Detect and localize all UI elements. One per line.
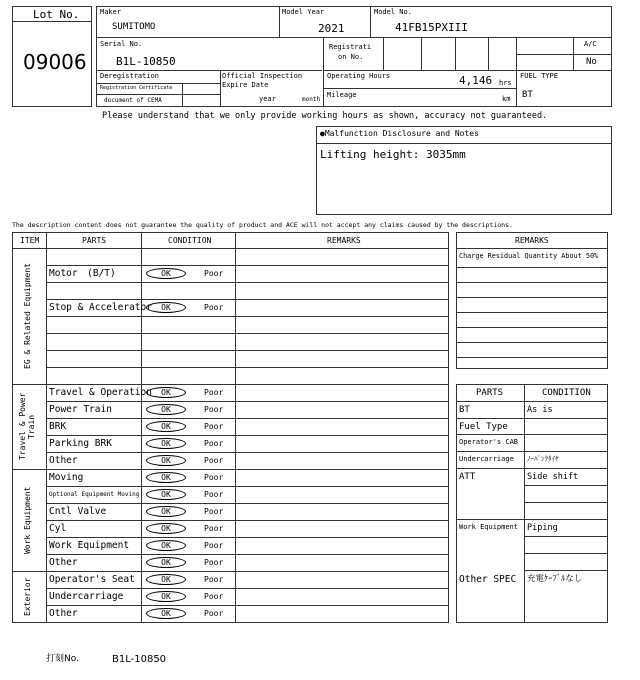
malfunction-box bbox=[316, 126, 612, 215]
operating-hours-value: 4,146 bbox=[459, 74, 493, 87]
stamp-label: 打刻No. bbox=[46, 654, 79, 664]
model-year-value: 2021 bbox=[318, 22, 345, 35]
group-label: EG & Related Equipment bbox=[23, 263, 32, 369]
maker-value: SUMITOMO bbox=[112, 22, 156, 32]
poor-label: Poor bbox=[204, 303, 224, 312]
ok-mark: OK bbox=[146, 523, 186, 534]
part-label: Operator's Seat bbox=[49, 574, 135, 585]
header-parts: PARTS bbox=[82, 236, 107, 245]
serial-label: Serial No. bbox=[100, 40, 143, 48]
ok-mark: OK bbox=[146, 455, 186, 466]
part-label: Other bbox=[49, 608, 78, 619]
spec-part: Fuel Type bbox=[459, 422, 508, 432]
ok-mark: OK bbox=[146, 574, 186, 585]
ok-mark: OK bbox=[146, 438, 186, 449]
poor-label: Poor bbox=[204, 575, 224, 584]
ac-value: No bbox=[586, 57, 597, 67]
poor-label: Poor bbox=[204, 507, 224, 516]
part-label: Other bbox=[49, 557, 78, 568]
serial-value: B1L-10850 bbox=[116, 55, 176, 68]
model-no-value: 41FB15PXIII bbox=[395, 21, 468, 34]
notice-text: Please understand that we only provide working hours as shown, accuracy not guaranteed. bbox=[102, 111, 548, 121]
poor-label: Poor bbox=[204, 388, 224, 397]
fuel-type-label: FUEL TYPE bbox=[520, 72, 558, 80]
spec-part: ATT bbox=[459, 472, 476, 482]
spec-part: Operator's CAB bbox=[459, 438, 519, 446]
spec-part: Other SPEC bbox=[459, 574, 517, 585]
part-label: Motor (B/T) bbox=[49, 268, 116, 279]
hrs-unit: hrs bbox=[499, 79, 512, 87]
spec-condition: Side shift bbox=[527, 472, 579, 482]
poor-label: Poor bbox=[204, 473, 224, 482]
spec-part: Work Equipment bbox=[459, 523, 519, 531]
poor-label: Poor bbox=[204, 490, 224, 499]
poor-label: Poor bbox=[204, 524, 224, 533]
poor-label: Poor bbox=[204, 609, 224, 618]
ok-mark: OK bbox=[146, 540, 186, 551]
cema-label: document of CEMA bbox=[104, 97, 162, 104]
ok-mark: OK bbox=[146, 489, 186, 500]
km-unit: km bbox=[502, 95, 511, 103]
official-inspection-label-1: Official Inspection bbox=[222, 72, 303, 80]
poor-label: Poor bbox=[204, 592, 224, 601]
official-inspection-label-2: Expire Date bbox=[222, 81, 269, 89]
poor-label: Poor bbox=[204, 269, 224, 278]
model-no-label: Model No. bbox=[374, 8, 412, 16]
registration-label-2: on No. bbox=[338, 53, 364, 61]
registration-certificate-label: Registration Certificate bbox=[100, 85, 173, 91]
registration-label-1: Registrati bbox=[329, 43, 372, 51]
fuel-type-value: BT bbox=[522, 90, 533, 100]
part-label: Parking BRK bbox=[49, 438, 112, 449]
poor-label: Poor bbox=[204, 558, 224, 567]
ac-label: A/C bbox=[584, 40, 597, 48]
poor-label: Poor bbox=[204, 439, 224, 448]
part-label: Power Train bbox=[49, 404, 112, 415]
part-label: Cntl Valve bbox=[49, 506, 107, 517]
spec-condition: As is bbox=[527, 405, 553, 415]
part-label: Optional Equipment Moving bbox=[49, 491, 140, 498]
header-condition: CONDITION bbox=[168, 236, 212, 245]
part-label: Other bbox=[49, 455, 78, 466]
part-label: Moving bbox=[49, 472, 84, 483]
ok-mark: OK bbox=[146, 557, 186, 568]
spec-part: Undercarriage bbox=[459, 455, 514, 463]
mileage-label: Mileage bbox=[327, 91, 357, 99]
operating-hours-label: Operating Hours bbox=[327, 72, 391, 80]
group-label: Exterior bbox=[23, 577, 32, 616]
remark-text: Charge Residual Quantity About 50% bbox=[459, 252, 599, 260]
malfunction-title: ●Malfunction Disclosure and Notes bbox=[320, 129, 479, 138]
malfunction-text: Lifting height: 3035mm bbox=[320, 148, 466, 161]
part-label: Work Equipment bbox=[49, 540, 130, 551]
right-parts-header: PARTS bbox=[476, 388, 504, 398]
spec-condition: 充電ｹｰﾌﾞﾙなし bbox=[527, 574, 583, 584]
part-label: Travel & Operation bbox=[49, 387, 152, 398]
disclaimer-text: The description content does not guarantee the quality of product and ACE will not accept any claims caused by the descriptions. bbox=[12, 221, 513, 229]
ok-mark: OK bbox=[146, 608, 186, 619]
ok-mark: OK bbox=[146, 421, 186, 432]
right-condition-header: CONDITION bbox=[542, 388, 591, 398]
part-label: Stop & Accelerator bbox=[49, 302, 152, 313]
ok-mark: OK bbox=[146, 506, 186, 517]
part-label: Cyl bbox=[49, 523, 67, 534]
poor-label: Poor bbox=[204, 405, 224, 414]
group-label: Work Equipment bbox=[23, 486, 32, 554]
stamp-value: B1L-10850 bbox=[112, 654, 167, 665]
deregistration-label: Deregistration bbox=[100, 72, 160, 80]
part-label: BRK bbox=[49, 421, 67, 432]
maker-label: Maker bbox=[100, 8, 122, 16]
header-remarks: REMARKS bbox=[327, 236, 361, 245]
spec-part: BT bbox=[459, 405, 470, 415]
ok-mark: OK bbox=[146, 268, 186, 279]
year-label: year bbox=[259, 95, 276, 103]
lot-number: 09006 bbox=[23, 50, 87, 74]
poor-label: Poor bbox=[204, 456, 224, 465]
poor-label: Poor bbox=[204, 541, 224, 550]
part-label: Undercarriage bbox=[49, 591, 124, 602]
ok-mark: OK bbox=[146, 591, 186, 602]
ok-mark: OK bbox=[146, 472, 186, 483]
spec-condition: ﾉｰﾊﾟﾝｸﾀｲﾔ bbox=[527, 455, 559, 463]
group-label: Travel & Power Train bbox=[18, 392, 36, 461]
ok-mark: OK bbox=[146, 387, 186, 398]
ok-mark: OK bbox=[146, 302, 186, 313]
month-label: month bbox=[302, 96, 321, 103]
right-remarks-header: REMARKS bbox=[515, 236, 549, 245]
header-item: ITEM bbox=[20, 236, 40, 245]
spec-condition: Piping bbox=[527, 523, 558, 533]
model-year-label: Model Year bbox=[282, 8, 325, 16]
poor-label: Poor bbox=[204, 422, 224, 431]
lot-label: Lot No. bbox=[33, 8, 80, 21]
ok-mark: OK bbox=[146, 404, 186, 415]
